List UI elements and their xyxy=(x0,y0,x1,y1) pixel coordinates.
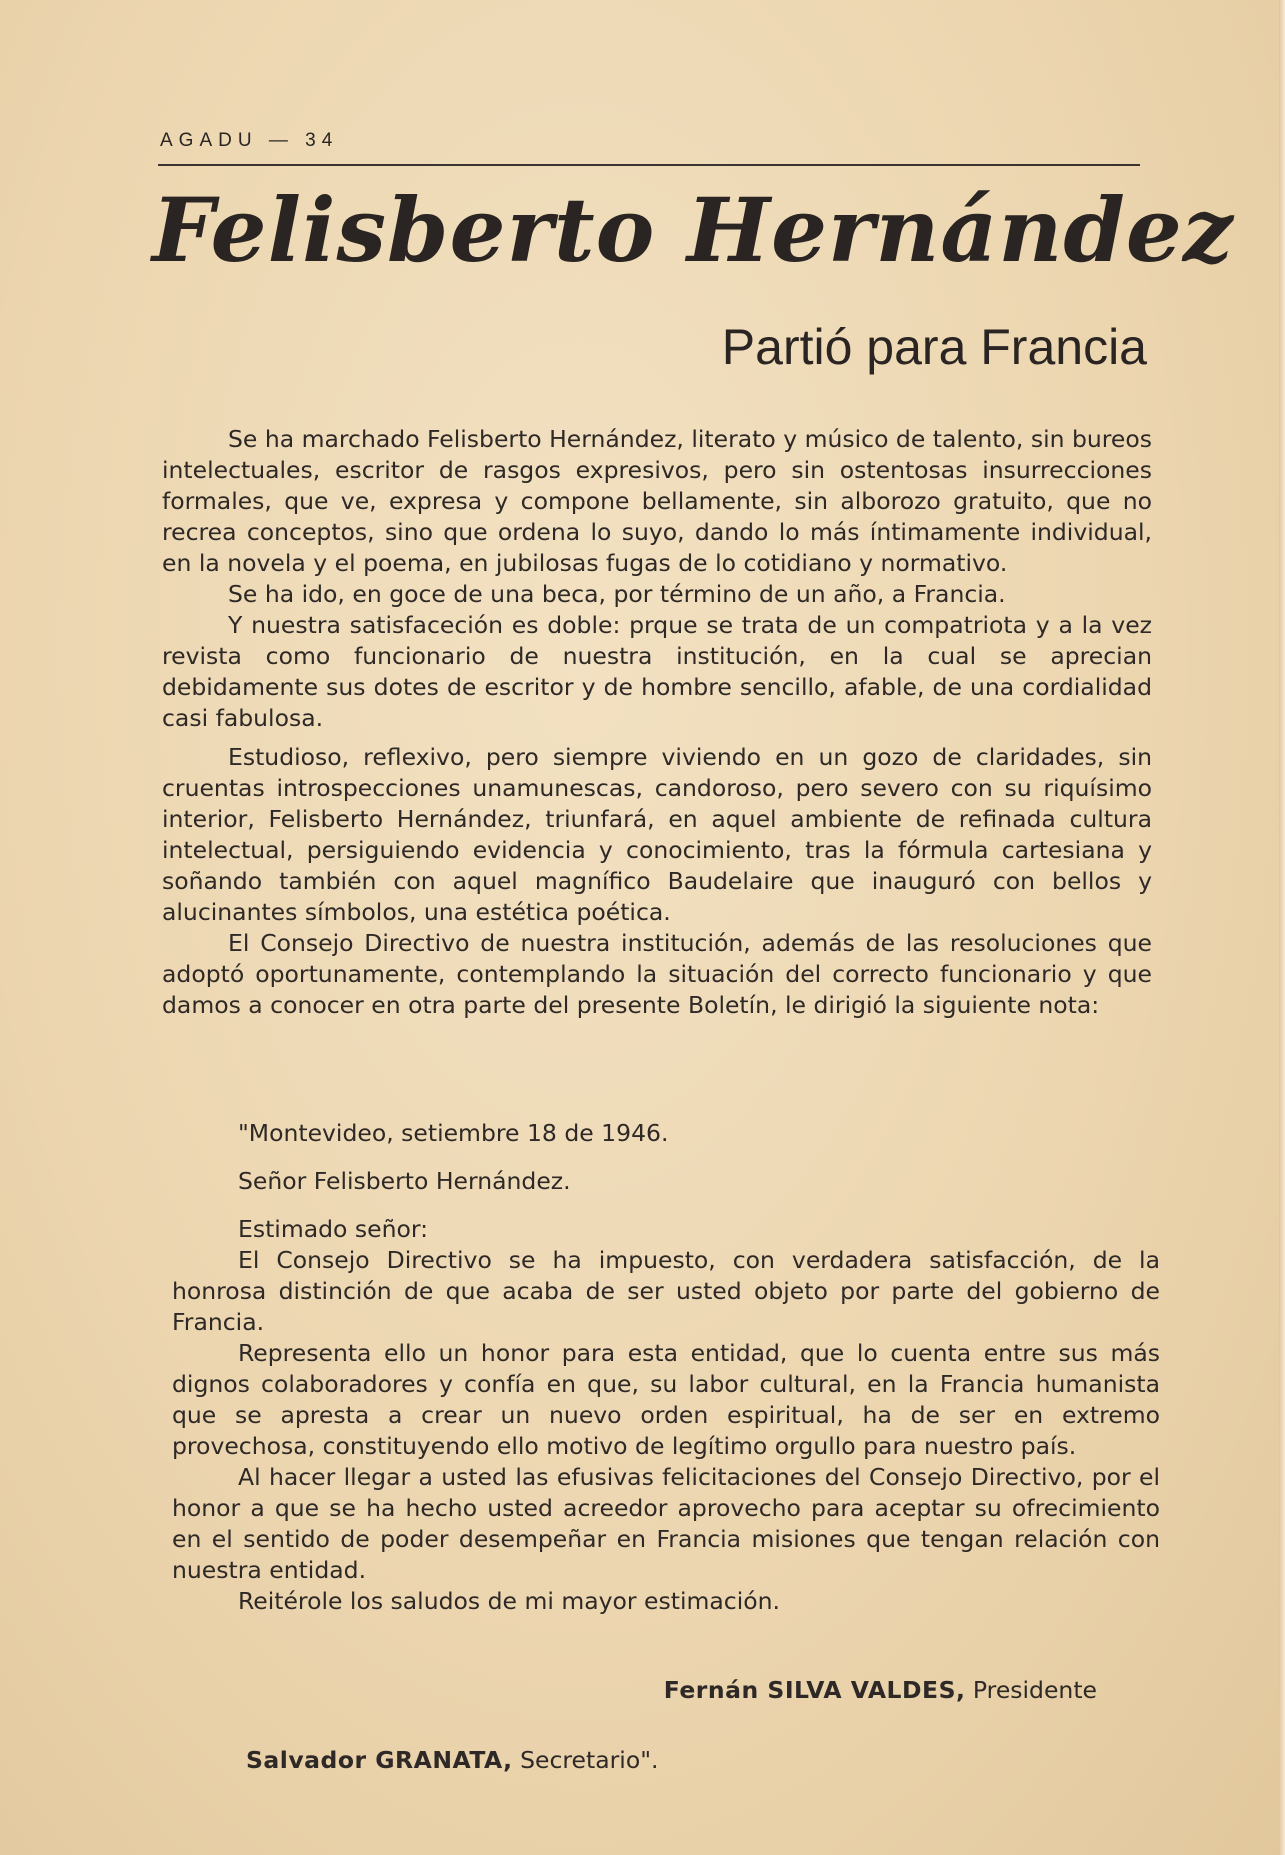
article-subtitle: Partió para Francia xyxy=(721,319,1147,375)
letter-addressee: Señor Felisberto Hernández. xyxy=(238,1167,571,1195)
article-paragraph: Se ha ido, en goce de una beca, por término de un año, a Francia. xyxy=(228,580,1006,608)
letter-paragraph: Representa ello un honor para esta entidad, que lo cuenta entre sus más dignos colaboradores y confía en que, su labor cultural, en la Francia humanista que se apresta a crear un nuevo orden espiritual, ha de ser en extremo provechosa, constituyendo ello motivo de legítimo orgullo para nuestro país. xyxy=(172,1339,1160,1460)
secretary-name: Salvador GRANATA, xyxy=(246,1746,513,1774)
article-body xyxy=(162,424,1152,1021)
page-edge xyxy=(1279,0,1285,1855)
secretary-role: Secretario". xyxy=(520,1746,659,1774)
president-role: Presidente xyxy=(972,1676,1097,1704)
article-paragraph: Y nuestra satisfaceción es doble: prque se trata de un compatriota y a la vez revista como funcionario de nuestra institución, en la cual se aprecian debidamente sus dotes de escritor y de hombre sencillo, afable, de una cordialidad casi fabulosa. xyxy=(162,611,1152,732)
president-name: Fernán SILVA VALDES, xyxy=(663,1676,966,1704)
header-rule xyxy=(158,164,1140,166)
article-paragraph: Estudioso, reflexivo, pero siempre viviendo en un gozo de claridades, sin cruentas introspecciones unamunescas, candoroso, pero severo con su riquísimo interior, Felisberto Hernández, triunfará, en aquel ambiente de refinada cultura intelectual, persiguiendo evidencia y conocimiento, tras la fórmula cartesiana y soñando también con aquel magnífico Baudelaire que inauguró con bellos y alucinantes símbolos, una estética poética. xyxy=(162,743,1152,926)
secretary-signature xyxy=(246,1746,658,1774)
letter-paragraph: Reitérole los saludos de mi mayor estimación. xyxy=(238,1587,780,1615)
letter xyxy=(172,1118,1160,1617)
letter-salutation: Estimado señor: xyxy=(238,1215,429,1243)
letter-paragraph: El Consejo Directivo se ha impuesto, con verdadera satisfacción, de la honrosa distinción de que acaba de ser usted objeto por parte del gobierno de Francia. xyxy=(172,1246,1160,1336)
president-signature xyxy=(664,1676,1097,1704)
article-title: Felisberto Hernández xyxy=(152,178,1234,282)
running-head: AGADU — 34 xyxy=(160,130,339,151)
letter-paragraph: Al hacer llegar a usted las efusivas felicitaciones del Consejo Directivo, por el honor a que se ha hecho usted acreedor aprovecho para aceptar su ofrecimiento en el sentido de poder desempeñar en Francia misiones que tengan relación con nuestra entidad. xyxy=(172,1463,1160,1584)
letter-date: "Montevideo, setiembre 18 de 1946. xyxy=(238,1119,669,1147)
article-paragraph: El Consejo Directivo de nuestra institución, además de las resoluciones que adoptó oportunamente, contemplando la situación del correcto funcionario y que damos a conocer en otra parte del presente Boletín, le dirigió la siguiente nota: xyxy=(162,929,1152,1019)
article-paragraph: Se ha marchado Felisberto Hernández, literato y músico de talento, sin bureos intelectuales, escritor de rasgos expresivos, pero sin ostentosas insurrecciones formales, que ve, expresa y compone bellamente, sin alborozo gratuito, que no recrea conceptos, sino que ordena lo suyo, dando lo más íntimamente individual, en la novela y el poema, en jubilosas fugas de lo cotidiano y normativo. xyxy=(162,425,1152,577)
